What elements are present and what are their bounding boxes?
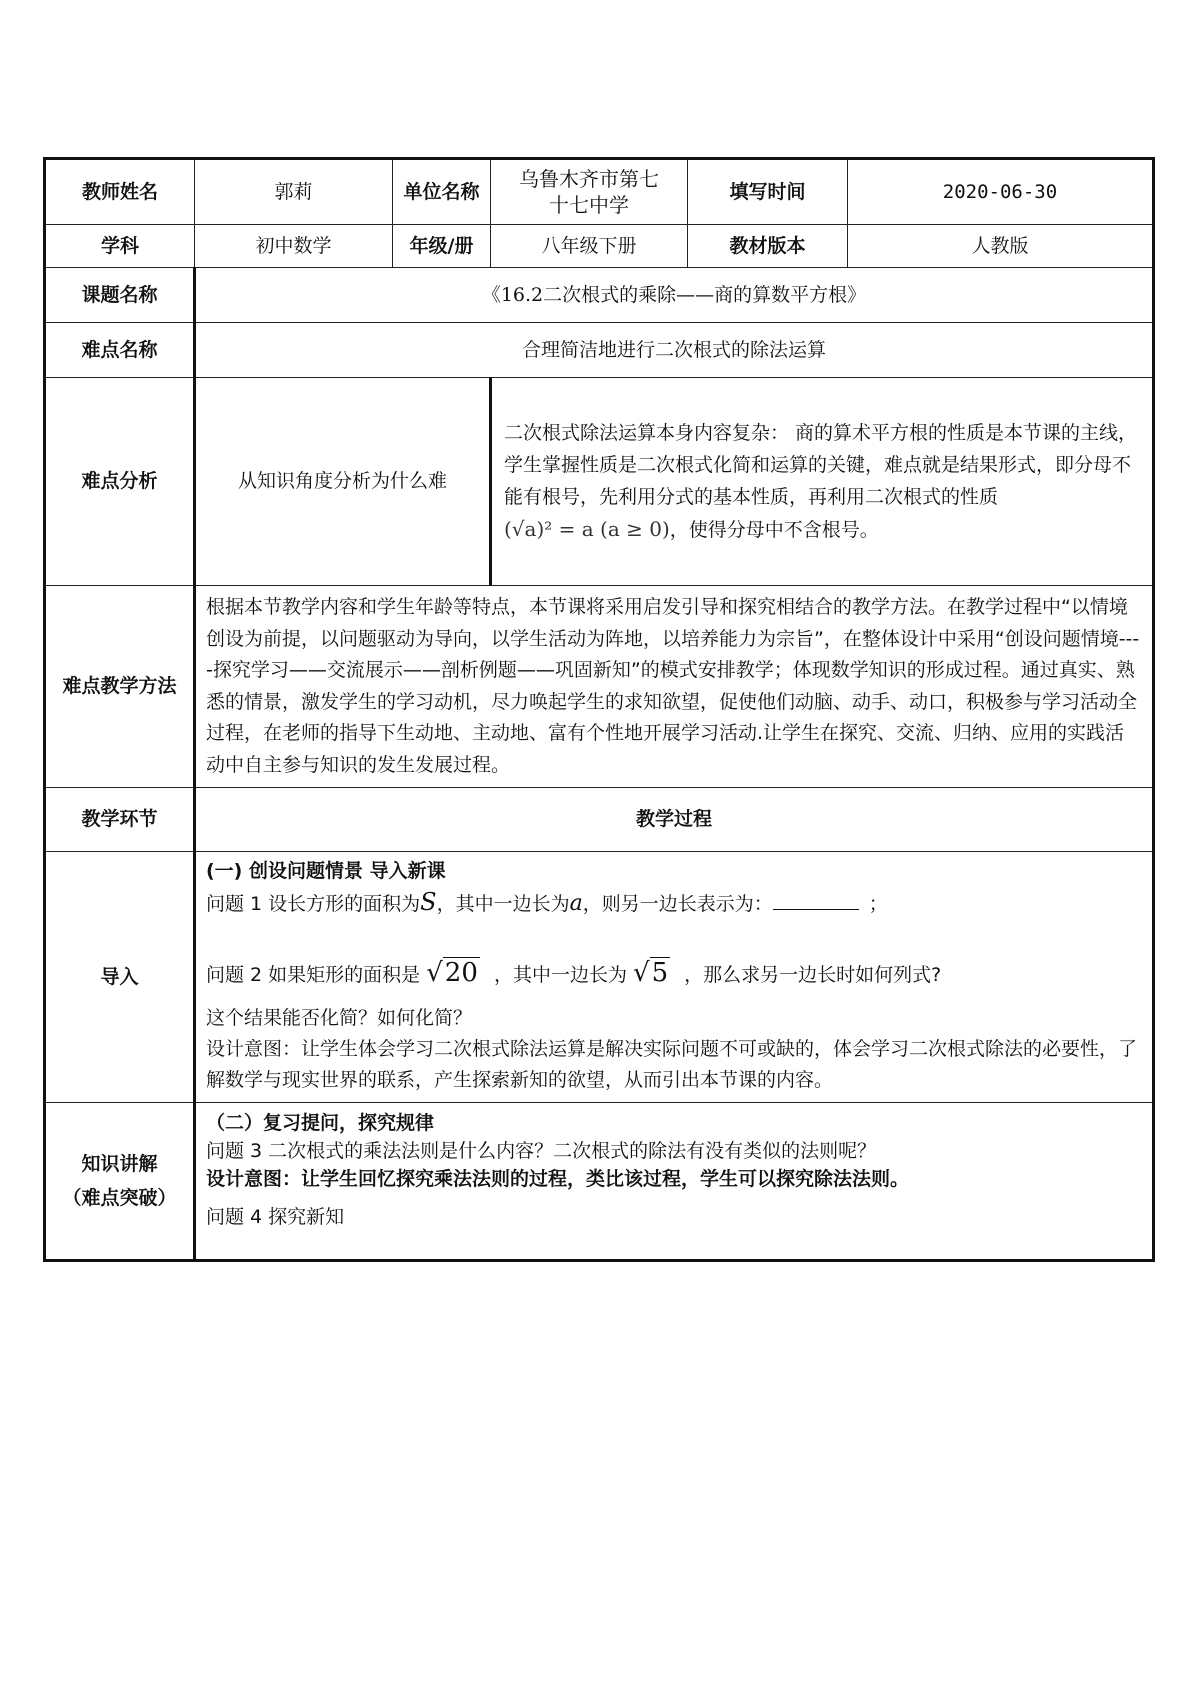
subject-label: 学科 bbox=[45, 225, 195, 268]
info-row-2 bbox=[45, 225, 1154, 268]
info-row-1 bbox=[45, 159, 1154, 225]
analysis-label: 难点分析 bbox=[45, 378, 195, 586]
knowledge-label-line-2: （难点突破） bbox=[62, 1187, 177, 1209]
question-2-text-2: ，其中一边长为 bbox=[493, 964, 627, 986]
process-header-row bbox=[45, 788, 1154, 852]
process-step-label: 教学环节 bbox=[45, 788, 195, 852]
question-4: 问题 4 探究新知 bbox=[206, 1206, 345, 1228]
simplify-question: 这个结果能否化简？如何化简？ bbox=[206, 1007, 473, 1029]
topic-label: 课题名称 bbox=[45, 268, 195, 323]
lesson-plan-table bbox=[43, 157, 1155, 1262]
method-row bbox=[45, 586, 1154, 788]
question-3: 问题 3 二次根式的乘法法则是什么内容？二次根式的除法有没有类似的法则呢？ bbox=[206, 1140, 877, 1162]
analysis-formula: (√a)² = a (a ≥ 0) bbox=[504, 517, 670, 541]
sqrt-20-radicand: 20 bbox=[444, 958, 478, 988]
teacher-name-label: 教师姓名 bbox=[45, 159, 195, 225]
question-2 bbox=[206, 958, 1142, 991]
analysis-text bbox=[491, 378, 1154, 586]
knowledge-heading: （二）复习提问，探究规律 bbox=[206, 1112, 435, 1134]
unit-name-label: 单位名称 bbox=[393, 159, 491, 225]
analysis-text-part-1: 二次根式除法运算本身内容复杂： 商的算术平方根的性质是本节课的主线，学生掌握性质是二次根式化简和运算的关键，难点就是结果形式，即分母不能有根号，先利用分式的基本性质，再利用二次根式的性质 bbox=[504, 422, 1138, 508]
topic-row bbox=[45, 268, 1154, 323]
question-1-end: ； bbox=[868, 893, 888, 915]
grade-label: 年级/册 bbox=[393, 225, 491, 268]
question-2-text-3: ，那么求另一边长时如何列式? bbox=[684, 964, 942, 986]
edition-label: 教材版本 bbox=[688, 225, 848, 268]
intro-heading: (一) 创设问题情景 导入新课 bbox=[206, 860, 446, 882]
spacer bbox=[206, 920, 1142, 958]
grade-value: 八年级下册 bbox=[491, 225, 688, 268]
side-variable: a bbox=[569, 891, 583, 916]
question-1 bbox=[206, 887, 1142, 920]
knowledge-label-line-1: 知识讲解 bbox=[81, 1153, 158, 1175]
intro-label: 导入 bbox=[45, 852, 195, 1103]
spacer-2 bbox=[206, 991, 1142, 1003]
analysis-row bbox=[45, 378, 1154, 586]
answer-blank[interactable] bbox=[773, 891, 859, 910]
intro-row bbox=[45, 852, 1154, 1103]
intro-content bbox=[195, 852, 1154, 1103]
area-variable: S bbox=[420, 888, 437, 916]
edition-value: 人教版 bbox=[848, 225, 1154, 268]
analysis-text-part-2: ，使得分母中不含根号。 bbox=[669, 519, 879, 541]
question-1-text-3: ，则另一边长表示为： bbox=[582, 893, 773, 915]
unit-name-value: 乌鲁木齐市第七十七中学 bbox=[491, 159, 688, 225]
sqrt-20: √20 bbox=[426, 958, 478, 988]
sqrt-5: √5 bbox=[633, 958, 669, 988]
topic-value: 《16.2二次根式的乘除——商的算数平方根》 bbox=[195, 268, 1154, 323]
question-1-text-2: ，其中一边长为 bbox=[436, 893, 570, 915]
method-text: 根据本节教学内容和学生年龄等特点，本节课将采用启发引导和探究相结合的教学方法。在教学过程中“以情境创设为前提，以问题驱动为导向，以学生活动为阵地，以培养能力为宗旨”，在整体设计中采用“创设问题情境----探究学习——交流展示——剖析例题——巩固新知”的模式安排教学；体现数学知识的形成过程。通过真实、熟悉的情景，激发学生的学习动机，尽力唤起学生的求知欲望，促使他们动脑、动手、动口，积极参与学习活动全过程，在老师的指导下生动地、主动地、富有个性地开展学习活动.让学生在探究、交流、归纳、应用的实践活动中自主参与知识的发生发展过程。 bbox=[195, 586, 1154, 788]
difficulty-value: 合理简洁地进行二次根式的除法运算 bbox=[195, 323, 1154, 378]
knowledge-content bbox=[195, 1103, 1154, 1261]
method-label: 难点教学方法 bbox=[45, 586, 195, 788]
knowledge-design-intent: 设计意图：让学生回忆探究乘法法则的过程，类比该过程，学生可以探究除法法则。 bbox=[206, 1168, 910, 1190]
knowledge-row bbox=[45, 1103, 1154, 1261]
difficulty-label: 难点名称 bbox=[45, 323, 195, 378]
difficulty-row bbox=[45, 323, 1154, 378]
fill-time-label: 填写时间 bbox=[688, 159, 848, 225]
analysis-sub-label: 从知识角度分析为什么难 bbox=[195, 378, 491, 586]
knowledge-label bbox=[45, 1103, 195, 1261]
sqrt-5-radicand: 5 bbox=[651, 958, 669, 988]
subject-value: 初中数学 bbox=[195, 225, 393, 268]
fill-time-value: 2020-06-30 bbox=[848, 159, 1154, 225]
process-label: 教学过程 bbox=[195, 788, 1154, 852]
intro-design-intent: 设计意图：让学生体会学习二次根式除法运算是解决实际问题不可或缺的，体会学习二次根式除法的必要性，了解数学与现实世界的联系，产生探索新知的欲望，从而引出本节课的内容。 bbox=[206, 1038, 1138, 1091]
teacher-name-value: 郭莉 bbox=[195, 159, 393, 225]
question-1-text: 问题 1 设长方形的面积为 bbox=[206, 893, 421, 915]
question-2-text: 问题 2 如果矩形的面积是 bbox=[206, 964, 421, 986]
